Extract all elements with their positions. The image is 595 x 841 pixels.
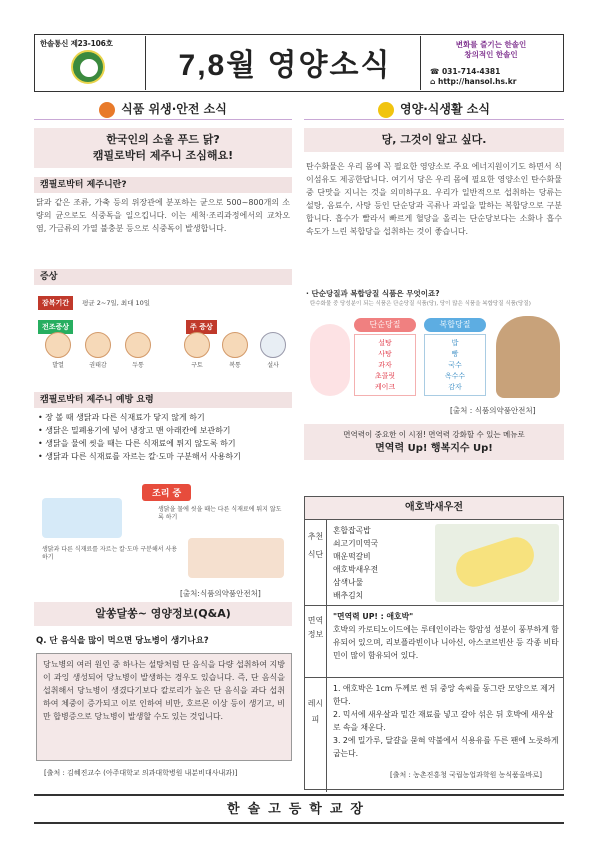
prevent-title: 캠필로박터 제주니 예방 요령 (34, 392, 292, 408)
sweets-icon (310, 324, 350, 396)
school-url[interactable]: http://hansol.hs.kr (437, 77, 517, 86)
sugar-figure (306, 314, 562, 400)
sugar-figure-sub: 탄수화물 중 당성분이 되는 식품은 단순당질 식품(당), 당이 많은 식품을 복합당질 식품(당질) (310, 301, 531, 307)
symptom-vomit: 구토 (178, 332, 216, 369)
source-sugar: [출처 : 식품의약품안전처] (450, 406, 536, 415)
symptom-title: 증상 (34, 269, 292, 285)
info-text: 호박의 카로티노이드에는 루테인이라는 항암성 성분이 풍부하게 함유되어 있으며, 리보플라빈이나 니아신, 아스코르빈산 등 각종 비타민이 많이 함유되어 있다. (333, 625, 559, 660)
complex-sugar-list: 밥 빵 국수 옥수수 감자 (424, 334, 486, 396)
what-is-text: 닭과 같은 조류, 가축 등의 위장관에 분포하는 균으로 500~800개의 소량의 균으로도 식중독을 일으킵니다. 이는 세척·조리과정에서의 교차오염, 가금류의 가열 불충분 등으로 식중독이 발생합니다. (36, 198, 290, 233)
fatigue-person-icon (85, 332, 111, 358)
right-section-title: 영양·식생활 소식 (304, 98, 564, 120)
school-logo-icon (71, 50, 105, 84)
prevent-list (38, 411, 292, 463)
prevent-item: • 생닭과 다른 식재료를 자르는 칼·도마 구분해서 사용하기 (38, 452, 241, 461)
recipe-steps (333, 682, 559, 760)
phone-icon: ☎ (430, 67, 442, 76)
recipe-step: 1. 애호박은 1cm 두께로 썬 뒤 중앙 속씨를 동그란 모양으로 제거한다. (333, 684, 556, 706)
source-diabetes: [출처 : 김혜진교수 (아주대학교 의과대학병원 내분비대사내과)] (44, 769, 238, 777)
menu-label: 추천식단 (305, 520, 327, 606)
contact (430, 67, 560, 87)
symptom-headache: 두통 (119, 332, 157, 369)
simple-sugar-list: 설탕 사탕 과자 초콜릿 케이크 (354, 334, 416, 396)
simple-sugar-label: 단순당질 (354, 318, 416, 332)
motto (422, 40, 560, 60)
washing-sink-icon (42, 498, 122, 538)
recipe-label: 레시피 (305, 678, 327, 792)
left-section-title: 식품 위생·안전 소식 (34, 98, 292, 120)
toilet-icon (260, 332, 286, 358)
immune-banner (304, 424, 564, 460)
complex-sugar-label: 복합당질 (424, 318, 486, 332)
cutting-board-icon (188, 538, 284, 578)
menu-list: 혼합잡곡밥 쇠고기미역국 매운떡갈비 애호박새우전 삼색나물 배추김치 (333, 526, 379, 600)
menu-row (305, 519, 563, 605)
immune-line-1: 면역력이 중요한 이 시점! 면역력 강화할 수 있는 메뉴로 (343, 430, 525, 439)
qa-question: Q. 단 음식을 많이 먹으면 당뇨병이 생기나요? (36, 636, 209, 646)
vomit-person-icon (184, 332, 210, 358)
issue-badge: 한솔통신 제23-106호 (40, 39, 113, 48)
symptom-fever: 발열 (39, 332, 77, 369)
incubation-tag: 잠복기간 (38, 296, 73, 310)
footer-school-principal: 한솔고등학교장 (34, 794, 564, 824)
motto-line-1: 변화를 즐기는 한솔인 (455, 40, 527, 49)
fever-person-icon (45, 332, 71, 358)
qa-answer-box (36, 653, 292, 761)
cooking-tip-1: 생닭을 물에 씻을 때는 다른 식재료에 튀지 않도록 하기 (158, 506, 282, 521)
source-food-safety: [출처:식품의약품안전처] (180, 589, 261, 598)
main-symptom-tag: 주 증상 (186, 320, 217, 334)
qa-answer: 당뇨병의 여러 원인 중 하나는 설탕처럼 단 음식을 다량 섭취하여 지방이 과잉 생성되어 당뇨병이 발생하는 경우도 있습니다. 즉, 단 음식을 섭취해서 당뇨병이 생겼다기보다 칼로리가 높은 단 음식을 과다 섭취하여 체중이 증가되고 이로 인하여 비만, 호르몬 이상 등이 생기고, 비만 합병증으로 당뇨병이 발생할 수도 있는 것입니다. (43, 660, 285, 721)
immune-line-2: 면역력 Up! 행복지수 Up! (375, 443, 493, 454)
info-content (333, 610, 559, 662)
symptom-fatigue: 권태감 (79, 332, 117, 369)
incubation-text: 평균 2~7일, 최대 10일 (82, 299, 151, 307)
fruit-character-icon (378, 102, 394, 118)
headline-line-2: 캠필로박터 제주니 조심해요! (92, 149, 234, 162)
home-icon: ⌂ (430, 77, 438, 86)
prevent-item: • 장 볼 때 생닭과 다른 식재료가 닿지 않게 하기 (38, 413, 205, 422)
info-label: 면역정보 (305, 606, 327, 678)
qa-title: 알쏭달쏭~ 영양정보(Q&A) (34, 602, 292, 626)
recipe-table-title: 애호박새우전 (305, 497, 563, 519)
headache-person-icon (125, 332, 151, 358)
prevent-item: • 생닭을 물에 씻을 때는 다른 식재료에 튀지 않도록 하기 (38, 439, 236, 448)
left-headline-box (34, 128, 292, 168)
what-is-title: 캠필로박터 제주니란? (34, 177, 292, 193)
sugar-paragraph: 탄수화물은 우리 몸에 꼭 필요한 영양소로 주요 에너지원이기도 하면서 식이섬유도 제공한답니다. 여기서 당은 우리 몸에 필요한 영양소인 탄수화물 중 단맛을 지니는 것을 의미하구요. 우리가 일반적으로 섭취하는 당류는 설탕, 음료수, 사탕 등인 단순당과 곡류나 과일을 말하는 복합당으로 구분합니다. 흡수가 빨라서 빠르게 혈당을 올리는 단순당보다는 소화나 흡수 속도가 느린 복합당을 섭취하는 것이 좋습니다. (306, 162, 562, 236)
cooking-tip-2: 생닭과 다른 식재료를 자르는 칼·도마 구분해서 사용하기 (42, 546, 178, 561)
page-title: 7,8월 영양소식 (178, 49, 392, 82)
cooking-tag: 조리 중 (142, 484, 191, 501)
phone-number: 031-714-4381 (441, 67, 501, 76)
headline-line-1: 한국인의 소울 푸드 닭? (106, 133, 220, 146)
stomachache-person-icon (222, 332, 248, 358)
source-recipe: [출처 : 농촌진흥청 국립농업과학원 농식품올바로] (390, 771, 542, 779)
recipe-step: 2. 믹서에 새우살과 밑간 재료를 넣고 갈아 섞은 뒤 호박에 새우살로 속을 채운다. (333, 710, 554, 732)
cook-character-icon (99, 102, 115, 118)
symptom-stomachache: 복통 (216, 332, 254, 369)
info-title: "면역력 UP! : 애호박" (333, 612, 414, 621)
sugar-figure-title: · 단순당질과 복합당질 식품은 무엇이죠? (306, 289, 440, 298)
professor-bear-icon (496, 316, 560, 398)
zucchini-pancake-photo (435, 524, 559, 602)
recipe-step: 3. 2에 밀가루, 달걀을 묻혀 약불에서 식용유를 두른 팬에 노릇하게 굽는다. (333, 736, 559, 758)
early-symptom-tag: 전조증상 (38, 320, 73, 334)
symptom-diarrhea: 설사 (254, 332, 292, 369)
symptom-figure (38, 290, 288, 390)
recipe-table (304, 496, 564, 790)
sugar-headline: 당, 그것이 알고 싶다. (304, 128, 564, 152)
cooking-figure (38, 484, 288, 582)
prevent-item: • 생닭은 밀폐용기에 넣어 냉장고 맨 아래칸에 보관하기 (38, 426, 231, 435)
motto-line-2: 창의적인 한솔인 (464, 50, 518, 59)
info-row (305, 605, 563, 677)
